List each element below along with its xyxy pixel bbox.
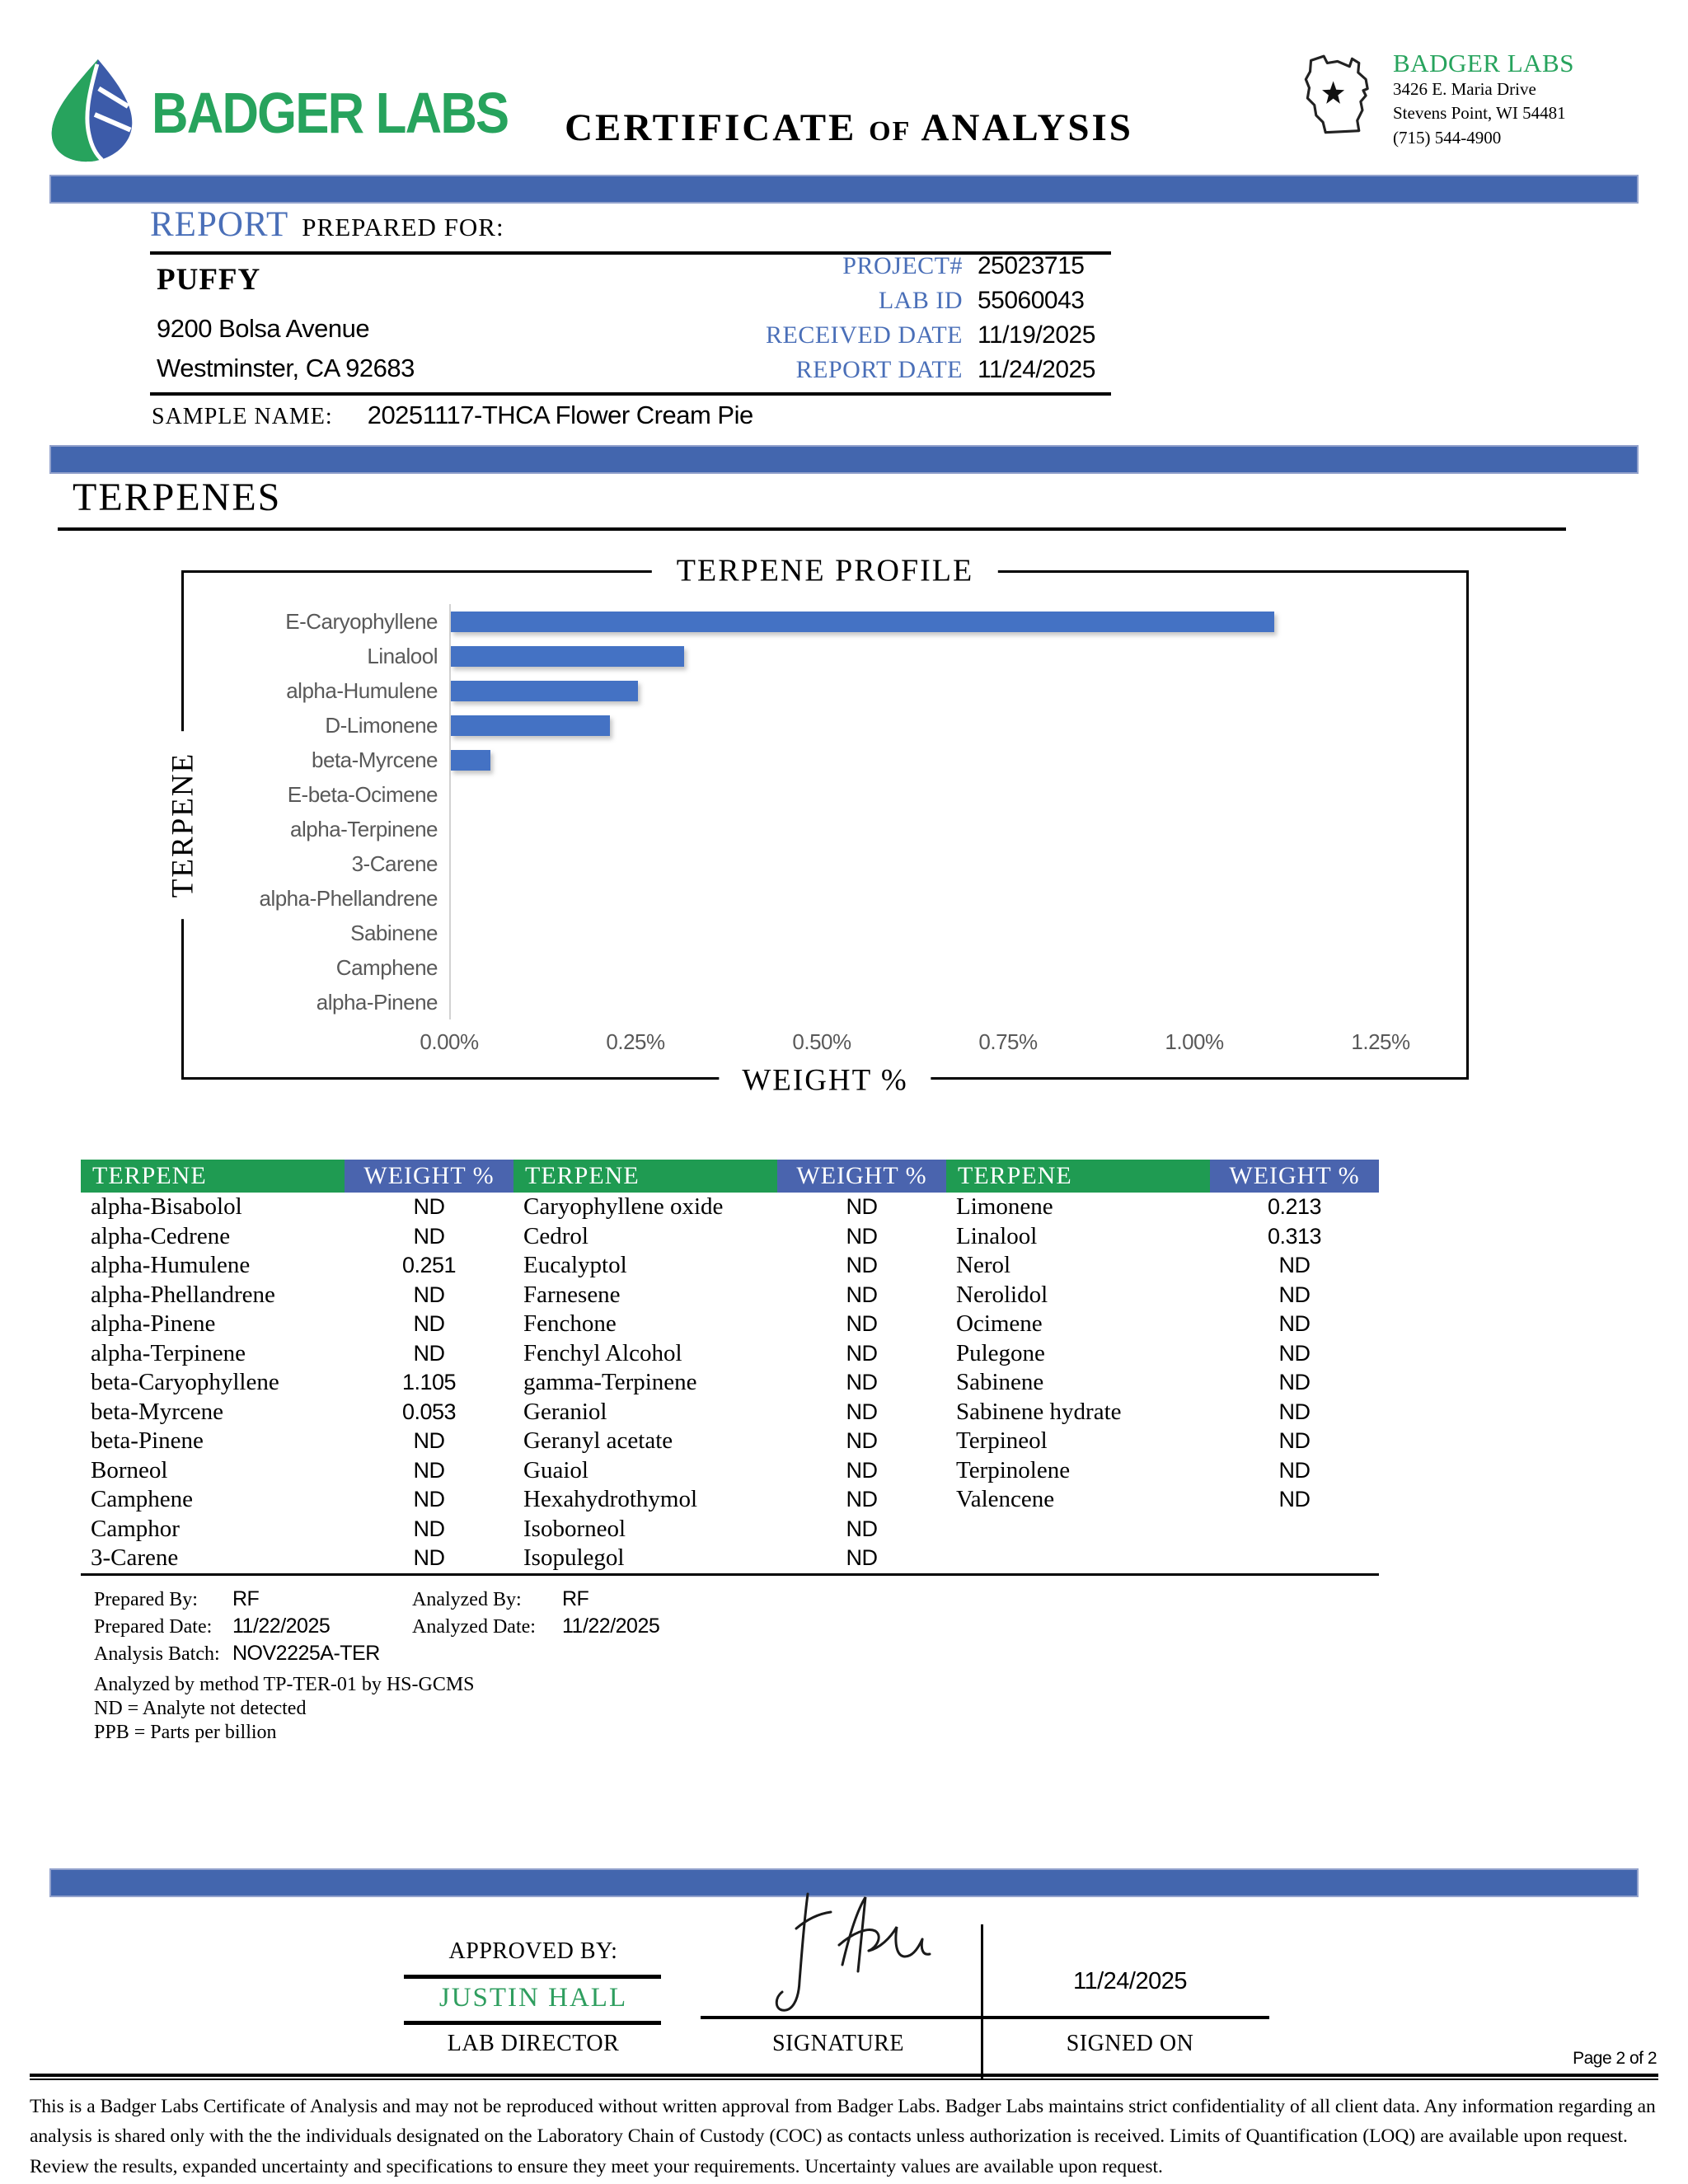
chart-bar-track [449, 881, 1382, 916]
table-row [946, 1398, 1379, 1427]
terpene-profile-chart [166, 553, 1469, 1098]
table-cell-terpene: Sabinene [956, 1369, 1044, 1396]
table-cell-weight: 0.213 [1267, 1194, 1322, 1220]
table-row [513, 1368, 946, 1398]
table-column-group [81, 1193, 513, 1573]
table-cell-terpene: Fenchone [523, 1310, 617, 1338]
note-nd: ND = Analyte not detected [94, 1698, 307, 1719]
table-row [946, 1193, 1379, 1222]
table-cell-terpene: Limonene [956, 1193, 1053, 1221]
chart-plot-area [202, 604, 1410, 1062]
meta-row-reportdate: REPORT DATE 11/24/2025 [795, 356, 1095, 383]
chart-category-label: alpha-Humulene [286, 677, 438, 703]
disclaimer-text: This is a Badger Labs Certificate of Analysis and may not be reproduced without written approval from Badger Labs. Badger Labs maintains strict confidentiality of all client data. Any information regarding an analysis is shared only with the the individuals designated on the Laboratory Chain of Custody (COC) as contacts unless authorization is received. Limits of Quantification (LOQ) are available upon request. Review the results, expanded uncertainty and specifications to ensure they meet your requirements. Uncertainty values are available upon request. [30, 2096, 1656, 2177]
table-bottom-rule [81, 1573, 1379, 1576]
table-cell-terpene: beta-Myrcene [91, 1398, 224, 1425]
table-cell-weight: ND [846, 1253, 878, 1278]
table-row [946, 1485, 1379, 1515]
table-row [81, 1339, 513, 1369]
table-row [81, 1485, 513, 1515]
table-row [513, 1456, 946, 1486]
table-cell-terpene: Nerol [956, 1252, 1011, 1279]
chart-bar-track [449, 708, 1382, 743]
table-cell-terpene: Isoborneol [523, 1515, 626, 1542]
chart-bar [451, 681, 638, 701]
signature-image [710, 1886, 958, 2020]
chart-bar [451, 750, 490, 771]
chart-bar [451, 715, 610, 736]
chart-category-label: D-Limonene [325, 712, 438, 738]
footer-rule-thin [30, 2079, 1658, 2080]
table-row [946, 1427, 1379, 1456]
table-cell-weight: ND [846, 1340, 878, 1366]
table-cell-weight: ND [413, 1282, 445, 1307]
chart-row [202, 708, 1382, 743]
table-cell-terpene: Linalool [956, 1222, 1038, 1249]
footer-rule-thick [30, 2074, 1658, 2077]
table-row [946, 1222, 1379, 1252]
table-cell-weight: ND [413, 1223, 445, 1249]
table-row [81, 1222, 513, 1252]
chart-category-label: alpha-Pinene [316, 989, 438, 1015]
table-cell-weight: ND [1278, 1487, 1311, 1512]
client-name: PUFFY [157, 263, 261, 297]
table-cell-weight: ND [846, 1370, 878, 1395]
table-header-weight: WEIGHT % [345, 1160, 513, 1193]
blue-divider-terpenes [49, 445, 1639, 474]
chart-bar-track [449, 812, 1382, 846]
table-cell-weight: ND [846, 1516, 878, 1541]
table-cell-terpene: alpha-Cedrene [91, 1222, 231, 1249]
table-cell-weight: ND [1278, 1340, 1311, 1366]
chart-row [202, 604, 1382, 639]
table-row [513, 1339, 946, 1369]
table-cell-terpene: Ocimene [956, 1310, 1043, 1338]
table-row [946, 1281, 1379, 1310]
chart-bar-track [449, 639, 1382, 673]
lab-address-block [1299, 49, 1574, 150]
table-cell-weight: ND [413, 1487, 445, 1512]
table-cell-terpene: Guaiol [523, 1456, 588, 1483]
table-cell-weight: ND [846, 1282, 878, 1307]
table-cell-weight: 0.313 [1267, 1223, 1322, 1249]
table-row [513, 1281, 946, 1310]
table-cell-terpene: Terpineol [956, 1427, 1048, 1455]
note-method: Analyzed by method TP-TER-01 by HS-GCMS [94, 1674, 475, 1695]
table-header-weight: WEIGHT % [777, 1160, 946, 1193]
chart-x-ticks [420, 1029, 1410, 1062]
table-row [513, 1515, 946, 1544]
approver-title: LAB DIRECTOR [447, 2031, 620, 2056]
table-cell-terpene: Borneol [91, 1456, 168, 1483]
section-title-terpenes: TERPENES [73, 476, 282, 519]
table-cell-weight: ND [1278, 1399, 1311, 1424]
table-row [513, 1222, 946, 1252]
chart-category-label: Sabinene [350, 920, 438, 945]
meta-row-labid: LAB ID 55060043 [878, 287, 1085, 314]
analysis-meta-row: Prepared By: RF Analyzed By: RF [94, 1587, 589, 1610]
signed-on-date: 11/24/2025 [1073, 1968, 1187, 1994]
chart-bar-track [449, 777, 1382, 812]
chart-category-label: Linalool [367, 643, 438, 668]
note-ppb: PPB = Parts per billion [94, 1722, 277, 1743]
chart-rows [202, 604, 1382, 1019]
table-row [81, 1193, 513, 1222]
table-cell-terpene: Terpinolene [956, 1456, 1071, 1483]
table-row [81, 1281, 513, 1310]
table-cell-terpene: Geranyl acetate [523, 1427, 673, 1455]
table-header-terpene: TERPENE [513, 1160, 777, 1193]
x-tick-label: 0.25% [606, 1029, 665, 1054]
client-block [157, 262, 415, 388]
table-cell-terpene: alpha-Terpinene [91, 1339, 246, 1366]
table-cell-weight: ND [413, 1311, 445, 1337]
chart-bar-track [449, 743, 1382, 777]
chart-category-label: Camphene [335, 954, 438, 980]
chart-category-label: 3-Carene [351, 851, 438, 876]
table-cell-terpene: alpha-Bisabolol [91, 1193, 242, 1221]
table-cell-terpene: Caryophyllene oxide [523, 1193, 724, 1221]
approved-by-rule [404, 1975, 661, 1979]
table-cell-terpene: Camphor [91, 1515, 180, 1542]
table-cell-weight: ND [846, 1457, 878, 1483]
method-notes [94, 1673, 475, 1745]
chart-y-axis-label: TERPENE [164, 731, 203, 919]
table-header-terpene: TERPENE [81, 1160, 345, 1193]
table-cell-weight: ND [413, 1340, 445, 1366]
x-tick-label: 0.75% [978, 1029, 1038, 1054]
approver-name-rule [404, 2021, 661, 2025]
x-tick-label: 0.50% [792, 1029, 851, 1054]
table-row [513, 1310, 946, 1339]
logo-wordmark: BADGER LABS [152, 80, 509, 145]
table-column-group [513, 1193, 946, 1573]
table-cell-weight: 0.251 [401, 1253, 457, 1278]
table-cell-weight: ND [1278, 1370, 1311, 1395]
table-row [81, 1398, 513, 1427]
sample-name-label: SAMPLE NAME: [152, 404, 333, 429]
page-number: Page 2 of 2 [1573, 2049, 1657, 2068]
terpene-table-body [81, 1193, 1379, 1573]
table-cell-terpene: alpha-Phellandrene [91, 1281, 275, 1308]
sample-name-value: 20251117-THCA Flower Cream Pie [367, 401, 753, 429]
chart-row [202, 985, 1382, 1019]
chart-category-label: E-beta-Ocimene [287, 781, 438, 807]
analysis-meta-row: Prepared Date: 11/22/2025 Analyzed Date: 11/22/2025 [94, 1615, 660, 1638]
table-cell-terpene: Sabinene hydrate [956, 1398, 1122, 1425]
chart-row [202, 777, 1382, 812]
table-row [81, 1427, 513, 1456]
table-cell-terpene: beta-Caryophyllene [91, 1369, 279, 1396]
prepared-for-label: PREPARED FOR: [302, 213, 504, 241]
client-address: 9200 Bolsa Avenue Westminster, CA 92683 [157, 314, 415, 383]
lab-address-line2: Stevens Point, WI 54481 [1393, 103, 1566, 124]
chart-bar [451, 646, 684, 667]
lab-phone: (715) 544-4900 [1393, 127, 1502, 148]
table-column-group [946, 1193, 1379, 1573]
table-cell-weight: ND [846, 1545, 878, 1571]
table-cell-weight: ND [413, 1194, 445, 1220]
chart-row [202, 916, 1382, 950]
table-cell-terpene: Cedrol [523, 1222, 588, 1249]
table-cell-weight: ND [846, 1223, 878, 1249]
table-row [81, 1251, 513, 1281]
chart-row [202, 846, 1382, 881]
terpene-table [81, 1160, 1379, 1573]
document-title: CERTIFICATE OF ANALYSIS [565, 106, 1133, 149]
x-tick-label: 0.00% [420, 1029, 479, 1054]
chart-bar [451, 612, 1274, 632]
table-row [81, 1456, 513, 1486]
chart-row [202, 950, 1382, 985]
table-cell-weight: ND [1278, 1428, 1311, 1454]
table-cell-terpene: Isopulegol [523, 1544, 625, 1572]
chart-category-label: beta-Myrcene [312, 747, 438, 772]
table-cell-weight: ND [1278, 1311, 1311, 1337]
sample-name-row [152, 401, 753, 430]
table-header-terpene: TERPENE [946, 1160, 1210, 1193]
blue-divider-top [49, 175, 1639, 204]
table-row [513, 1485, 946, 1515]
table-cell-terpene: Camphene [91, 1486, 194, 1513]
terpene-table-header [81, 1160, 1379, 1193]
x-tick-label: 1.00% [1165, 1029, 1224, 1054]
table-row [946, 1368, 1379, 1398]
table-row [513, 1193, 946, 1222]
lab-address-line1: 3426 E. Maria Drive [1393, 79, 1536, 100]
table-cell-terpene: beta-Pinene [91, 1427, 204, 1455]
chart-bar-track [449, 916, 1382, 950]
chart-row [202, 881, 1382, 916]
report-rule-bottom [150, 392, 1111, 396]
table-cell-weight: ND [413, 1545, 445, 1571]
chart-category-label: E-Caryophyllene [285, 608, 438, 634]
table-cell-terpene: Pulegone [956, 1339, 1045, 1366]
table-cell-weight: 1.105 [401, 1370, 457, 1395]
table-row [513, 1251, 946, 1281]
table-row [81, 1515, 513, 1544]
table-row [81, 1544, 513, 1573]
analysis-meta-row: Analysis Batch: NOV2225A-TER [94, 1642, 380, 1665]
approved-by-label: APPROVED BY: [448, 1938, 618, 1964]
table-cell-weight: 0.053 [401, 1399, 457, 1424]
chart-title: TERPENE PROFILE [652, 551, 998, 591]
section-rule [58, 527, 1566, 531]
table-row [513, 1544, 946, 1573]
chart-row [202, 639, 1382, 673]
signature-vertical-divider [981, 1924, 983, 2079]
table-cell-weight: ND [413, 1516, 445, 1541]
table-cell-terpene: Hexahydrothymol [523, 1486, 698, 1513]
wisconsin-map-icon [1299, 49, 1385, 146]
table-cell-weight: ND [413, 1457, 445, 1483]
approver-name: JUSTIN HALL [438, 1983, 628, 2013]
table-cell-weight: ND [1278, 1253, 1311, 1278]
table-cell-weight: ND [1278, 1282, 1311, 1307]
chart-bar-track [449, 985, 1382, 1019]
chart-bar-track [449, 673, 1382, 708]
table-cell-terpene: 3-Carene [91, 1544, 179, 1572]
table-cell-terpene: gamma-Terpinene [523, 1369, 697, 1396]
table-cell-weight: ND [846, 1428, 878, 1454]
table-row [946, 1339, 1379, 1369]
table-cell-terpene: Fenchyl Alcohol [523, 1339, 682, 1366]
chart-x-axis-label: WEIGHT % [719, 1061, 931, 1099]
table-cell-weight: ND [413, 1428, 445, 1454]
chart-bar-track [449, 846, 1382, 881]
chart-category-label: alpha-Phellandrene [259, 885, 438, 911]
analysis-meta [94, 1587, 659, 1669]
signed-on-label: SIGNED ON [1066, 2031, 1194, 2056]
chart-bar-track [449, 604, 1382, 639]
table-row [946, 1456, 1379, 1486]
table-cell-weight: ND [1278, 1457, 1311, 1483]
x-tick-label: 1.25% [1351, 1029, 1410, 1054]
table-cell-weight: ND [846, 1194, 878, 1220]
meta-row-received: RECEIVED DATE 11/19/2025 [766, 321, 1095, 349]
signature-rule [701, 2016, 1269, 2019]
signature-label: SIGNATURE [771, 2031, 905, 2056]
table-cell-terpene: Eucalyptol [523, 1252, 627, 1279]
table-row [81, 1368, 513, 1398]
table-cell-terpene: alpha-Humulene [91, 1252, 251, 1279]
table-cell-terpene: Valencene [956, 1486, 1055, 1513]
lab-name: BADGER LABS [1393, 49, 1574, 77]
table-cell-weight: ND [846, 1311, 878, 1337]
report-heading-word: REPORT [150, 205, 289, 244]
table-row [81, 1310, 513, 1339]
table-cell-weight: ND [846, 1399, 878, 1424]
table-cell-terpene: Nerolidol [956, 1281, 1048, 1308]
chart-row [202, 812, 1382, 846]
chart-bar-track [449, 950, 1382, 985]
chart-row [202, 743, 1382, 777]
table-cell-terpene: Farnesene [523, 1281, 621, 1308]
meta-row-project: PROJECT# 25023715 [842, 252, 1085, 279]
table-row [946, 1310, 1379, 1339]
table-cell-terpene: alpha-Pinene [91, 1310, 216, 1338]
table-cell-weight: ND [846, 1487, 878, 1512]
chart-row [202, 673, 1382, 708]
table-row [513, 1427, 946, 1456]
chart-category-label: alpha-Terpinene [290, 816, 438, 841]
report-heading [150, 204, 504, 245]
leaf-logo-icon [46, 58, 138, 167]
report-meta [742, 252, 1095, 391]
table-row [946, 1251, 1379, 1281]
table-header-weight: WEIGHT % [1210, 1160, 1379, 1193]
table-row [513, 1398, 946, 1427]
table-cell-terpene: Geraniol [523, 1398, 607, 1425]
